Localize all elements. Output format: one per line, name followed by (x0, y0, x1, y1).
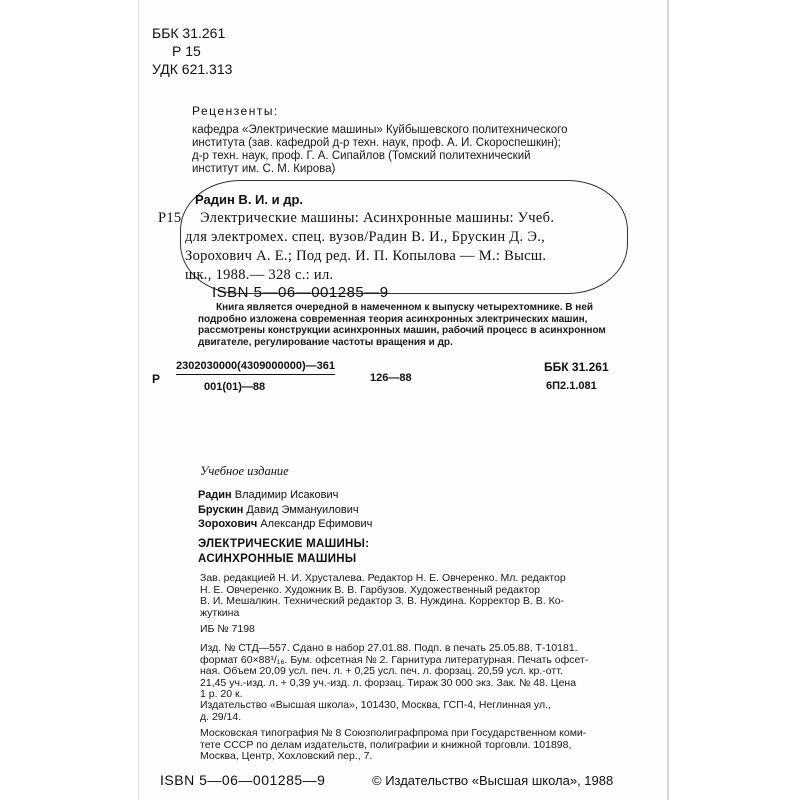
print-info (200, 643, 588, 701)
editors-block (200, 573, 566, 619)
author-name: Владимир Исакович (234, 489, 339, 501)
author-row (198, 517, 372, 532)
entry-authors: Радин В. И. и др. (195, 192, 304, 207)
fraction-letter: Р (152, 372, 161, 386)
bbk-code: ББК 31.261 (152, 25, 226, 41)
fraction-denominator: 001(01)—88 (204, 381, 266, 393)
entry-isbn: ISBN 5—06—001285—9 (212, 284, 389, 301)
author-surname: Зорохович (198, 518, 258, 530)
footer-copyright: © Издательство «Высшая школа», 1988 (372, 773, 614, 788)
publisher-line: Издательство «Высшая школа», 101430, Москва, ГСП-4, Неглинная ул., (200, 699, 551, 711)
reviewers-line: д-р техн. наук, проф. Г. А. Сипайлов (Томский политехнический (192, 150, 531, 162)
title-line: АСИНХРОННЫЕ МАШИНЫ (198, 553, 357, 565)
author-name: Александр Ефимович (260, 518, 373, 530)
reviewers-title: Рецензенты: (192, 104, 279, 118)
entry-line: для электромех. спец. вузов/Радин В. И., Брускин Д. Э., (185, 229, 546, 245)
annotation-line: Книга является очередной в намеченном к выпуску четырехтомнике. В ней (216, 302, 594, 313)
annotation-line: рассмотрены конструкции асинхронных машин, рабочий процесс в асинхронном (198, 325, 606, 336)
printer-info (200, 728, 586, 763)
entry-call-number: Р15 (158, 210, 182, 226)
code-right: 6П2.1.081 (546, 380, 597, 392)
print-line: 21,45 уч.-изд. л. + 0,39 уч.-изд. л. форзац. Тираж 30 000 экз. Зак. № 48. Цена (200, 676, 577, 689)
printer-line: Москва, Центр, Хохловский пер., 7. (200, 750, 373, 762)
author-row (198, 488, 372, 503)
printer-line: тете СССР по делам издательств, полиграфии и книжной торговли. 101898, (200, 738, 572, 751)
entry-line: Зорохович А. Е.; Под ред. И. П. Копылова — М.: Высш. (185, 248, 547, 264)
printer-line: Московская типография № 8 Союзполиграфпрома при Государственном коми- (200, 727, 587, 739)
fraction-numerator: 2302030000(4309000000)—361 (176, 360, 335, 375)
print-line: 1 р. 20 к. (200, 688, 243, 700)
reviewers-line: институт им. С. М. Кирова) (192, 163, 336, 175)
edition-type: Учебное издание (200, 464, 289, 478)
book-title (198, 537, 369, 567)
print-line: Изд. № СТД—557. Сдано в набор 27.01.88. Подп. в печать 25.05.88. Т-10181. (200, 642, 578, 654)
author-surname: Радин (198, 489, 232, 501)
title-line: ЭЛЕКТРИЧЕСКИЕ МАШИНЫ: (198, 538, 370, 550)
author-row (198, 503, 372, 518)
reviewers-block (192, 124, 567, 176)
editors-line: Зав. редакцией Н. И. Хрусталева. Редактор Н. Е. Овчеренко. Мл. редактор (200, 572, 566, 584)
print-line: ная. Объем 20,09 усл. печ. л. + 0,25 усл. печ. л. форзац. 20,59 усл. кр.-отт. (200, 665, 563, 677)
fraction-suffix: 126—88 (370, 372, 412, 384)
editors-line: жуткина (200, 606, 240, 619)
author-surname: Брускин (198, 503, 244, 516)
editors-line: Н. Е. Овчеренко. Художник В. В. Гарбузов. Художественный редактор (200, 583, 541, 596)
footer-isbn: ISBN 5—06—001285—9 (160, 772, 326, 788)
bbk-right: ББК 31.261 (544, 360, 609, 374)
entry-line: Электрические машины: Асинхронные машины: Учеб. (200, 210, 555, 226)
ib-number: ИБ № 7198 (200, 623, 255, 635)
authors-list (198, 488, 372, 532)
annotation-line: подробно изложена современная теория асинхронных электрических машин, (198, 313, 588, 325)
publisher-line: д. 29/14. (200, 710, 242, 723)
udk-code: УДК 621.313 (152, 61, 233, 77)
call-number: Р 15 (172, 43, 201, 59)
entry-description (185, 209, 555, 285)
annotation-line: двигателе, регулирование частоты вращения и др. (198, 336, 453, 348)
reviewers-line: института (зав. кафедрой д-р техн. наук, проф. А. И. Скороспешкин); (192, 137, 561, 149)
editors-line: В. И. Мешалкин. Технический редактор З. В. Нуждина. Корректор В. В. Ко- (200, 595, 565, 607)
entry-line: шк., 1988.— 328 с.: ил. (185, 267, 334, 283)
publisher-info (200, 700, 551, 723)
annotation (198, 302, 606, 348)
classification-codes (152, 24, 232, 78)
print-line: формат 60×88¹/₁₆. Бум. офсетная № 2. Гарнитура литературная. Печать офсет- (200, 653, 589, 666)
author-name: Давид Эммануилович (246, 503, 359, 516)
reviewers-line: кафедра «Электрические машины» Куйбышевского политехнического (192, 124, 568, 136)
